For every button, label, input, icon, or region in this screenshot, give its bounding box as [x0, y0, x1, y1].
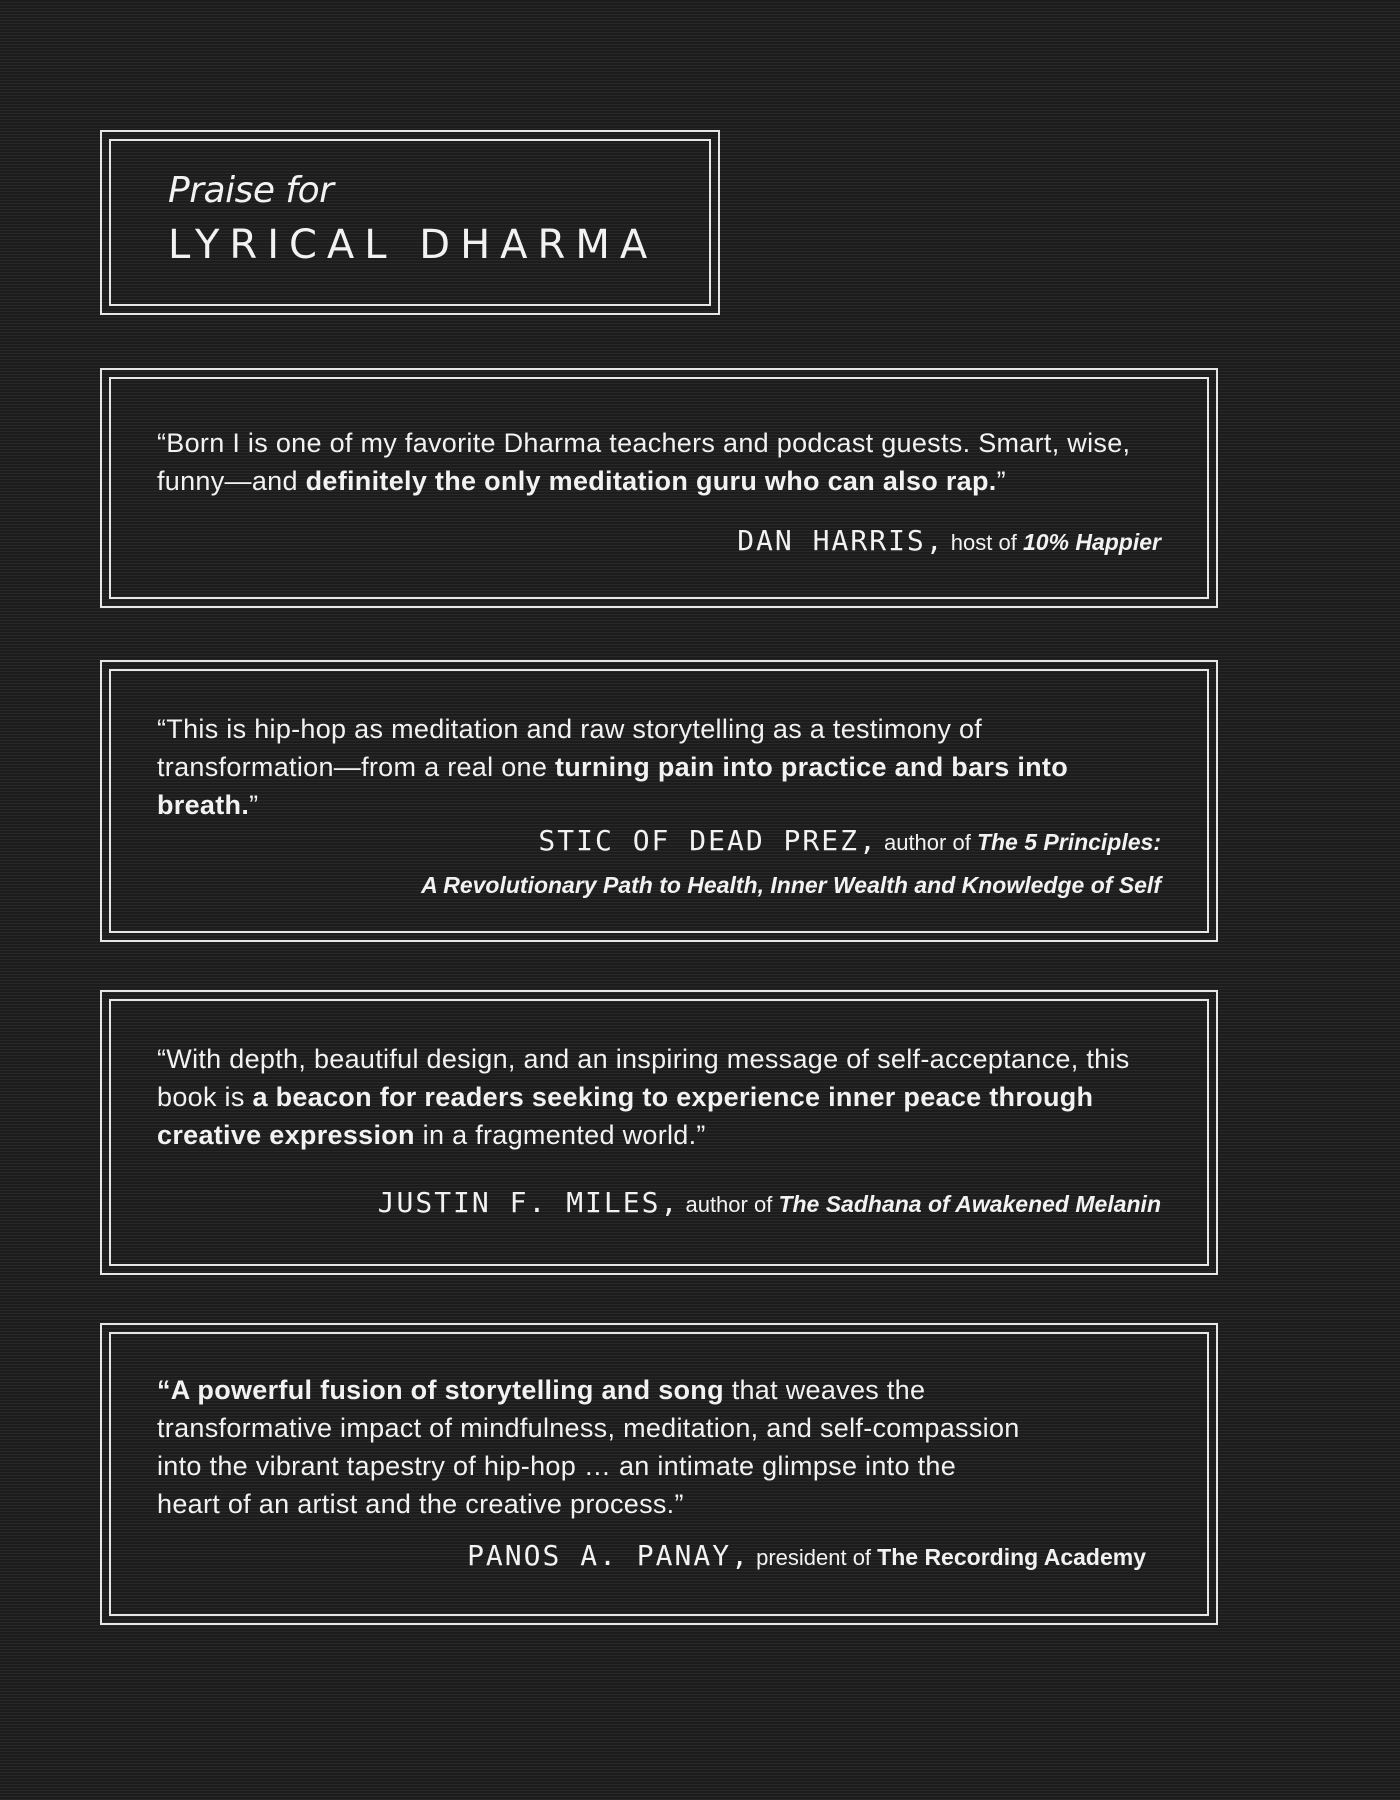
quote-text: that weaves the transformative impact of mindfulness, meditation, and self-compassion into the vibrant tapestry of hip-hop … an intimate glimpse into the heart of an artist and the creative process.” [157, 1375, 1020, 1519]
quote-text: “With depth, beautiful design, and an inspiring message of self-acceptance, this book is [157, 1044, 1130, 1112]
author-role: author of [685, 1192, 773, 1217]
quote-text-end: ” [996, 466, 1006, 496]
quote-text-end: in a fragmented world.” [414, 1120, 706, 1150]
quote-highlight: a beacon for readers seeking to experience inner peace through creative expression [157, 1082, 1094, 1150]
quote-text: “This is hip-hop as meditation and raw storytelling as a testimony of transformation—from a real one [157, 714, 983, 782]
testimonial-box [100, 660, 1218, 942]
testimonial-attribution [737, 520, 1161, 564]
author-work: 10% Happier [1022, 529, 1161, 555]
author-name: DAN HARRIS, [737, 524, 945, 557]
author-name: STIC OF DEAD PREZ, [538, 824, 878, 857]
author-name: PANOS A. PANAY, [467, 1539, 750, 1572]
quote-text-end: ” [249, 790, 259, 820]
testimonial-attribution [421, 820, 1161, 906]
quote-highlight: “A powerful fusion of storytelling and song [157, 1375, 724, 1405]
quote-highlight: turning pain into practice and bars into breath. [157, 752, 1068, 820]
author-role: host of [950, 530, 1017, 555]
author-work: The 5 Principles: [976, 829, 1161, 855]
testimonial-box [100, 1323, 1218, 1625]
author-organization: The Recording Academy [877, 1544, 1146, 1570]
author-role: author of [883, 830, 971, 855]
testimonial-attribution [378, 1182, 1161, 1226]
book-title: LYRICAL DHARMA [168, 222, 658, 268]
title-box [100, 130, 720, 315]
quote-text: “Born I is one of my favorite Dharma teachers and podcast guests. Smart, wise, funny—and [157, 428, 1131, 496]
testimonial-box [100, 368, 1218, 608]
testimonial-attribution [467, 1535, 1146, 1579]
testimonial-quote [157, 1371, 1026, 1523]
testimonial-quote [157, 424, 1161, 500]
author-work: The Sadhana of Awakened Melanin [778, 1191, 1161, 1217]
testimonial-box [100, 990, 1218, 1275]
testimonial-quote [157, 1040, 1161, 1154]
quote-highlight: definitely the only meditation guru who can also rap. [305, 466, 997, 496]
testimonial-quote [157, 710, 1161, 824]
author-name: JUSTIN F. MILES, [377, 1186, 680, 1219]
author-work-subtitle: A Revolutionary Path to Health, Inner Wealth and Knowledge of Self [421, 872, 1161, 898]
author-role: president of [756, 1545, 872, 1570]
praise-for-label: Praise for [168, 170, 334, 211]
